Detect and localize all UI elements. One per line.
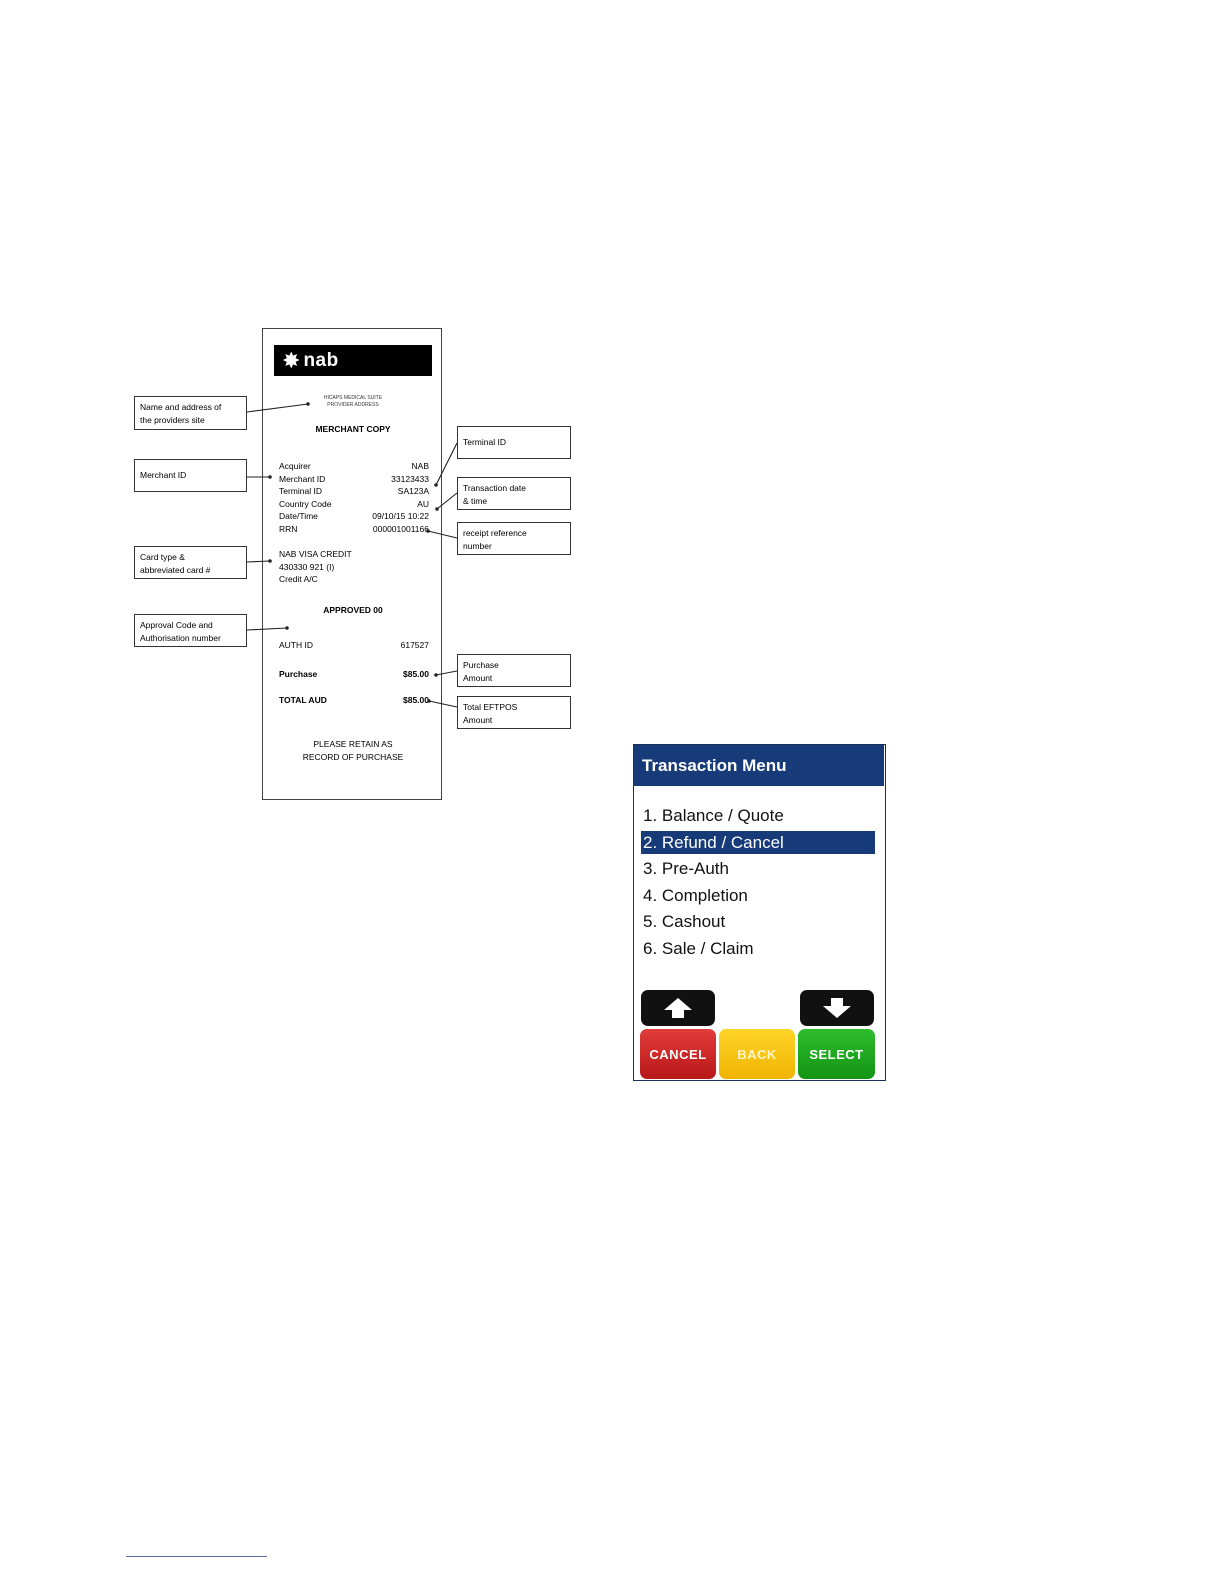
menu-item-sale-claim[interactable]: 6. Sale / Claim bbox=[643, 939, 754, 958]
row-label: Date/Time bbox=[279, 511, 318, 521]
back-button[interactable]: BACK bbox=[719, 1029, 795, 1079]
menu-item-pre-auth[interactable]: 3. Pre-Auth bbox=[643, 859, 729, 878]
row-value: 000001001166 bbox=[372, 523, 429, 534]
callout-text: abbreviated card # bbox=[140, 564, 211, 575]
connector-provider bbox=[247, 404, 308, 412]
connector-card bbox=[247, 561, 270, 562]
callout-text: & time bbox=[463, 495, 488, 506]
menu-item-balance-quote[interactable]: 1. Balance / Quote bbox=[643, 806, 784, 825]
connector-total bbox=[429, 701, 457, 707]
footer-line: RECORD OF PURCHASE bbox=[302, 751, 404, 762]
row-value: 09/10/15 10:22 bbox=[372, 511, 429, 521]
connector-purchase bbox=[436, 671, 457, 675]
select-button[interactable]: SELECT bbox=[798, 1029, 875, 1079]
card-number: 430330 921 (I) bbox=[279, 561, 335, 572]
connector-terminal-id bbox=[436, 443, 457, 485]
down-button[interactable] bbox=[800, 990, 874, 1026]
callout-text: the providers site bbox=[140, 414, 205, 425]
footer-line: PLEASE RETAIN AS bbox=[313, 739, 393, 749]
callout-text: Amount bbox=[463, 672, 493, 683]
row-label: Merchant ID bbox=[279, 473, 326, 484]
menu-item-cashout[interactable]: 5. Cashout bbox=[643, 912, 726, 931]
row-label: Acquirer bbox=[279, 461, 311, 471]
row-value: AU bbox=[417, 498, 429, 509]
row-value: NAB bbox=[411, 461, 429, 471]
merchant-copy-label: MERCHANT COPY bbox=[315, 424, 391, 434]
connector-rrn bbox=[428, 531, 457, 538]
callout-text: receipt reference bbox=[463, 528, 527, 538]
auth-value: 617527 bbox=[400, 640, 429, 650]
nab-logo-text: nab bbox=[303, 349, 339, 371]
row-value: SA123A bbox=[397, 486, 429, 496]
callout-text: Card type & bbox=[140, 552, 185, 562]
callout-text: Name and address of bbox=[140, 402, 222, 412]
callout-text: Merchant ID bbox=[140, 470, 187, 480]
menu-item-completion[interactable]: 4. Completion bbox=[643, 886, 748, 905]
connector-approval bbox=[247, 628, 287, 630]
auth-label: AUTH ID bbox=[279, 640, 313, 650]
cancel-button[interactable]: CANCEL bbox=[640, 1029, 716, 1079]
callout-text: Total EFTPOS bbox=[463, 702, 518, 712]
row-label: RRN bbox=[279, 523, 298, 534]
approval-status: APPROVED 00 bbox=[323, 605, 383, 615]
nab-star-icon: ✸ bbox=[282, 347, 301, 373]
row-label: Terminal ID bbox=[279, 486, 322, 496]
total-value: $85.00 bbox=[403, 695, 429, 705]
provider-address: PROVIDER ADDRESS bbox=[327, 402, 379, 408]
menu-item-refund-cancel[interactable]: 2. Refund / Cancel bbox=[641, 831, 875, 854]
callout-text: Approval Code and bbox=[140, 620, 213, 630]
arrow-up-icon bbox=[663, 996, 693, 1020]
connector-datetime bbox=[437, 493, 457, 509]
purchase-label: Purchase bbox=[279, 669, 318, 679]
transaction-menu-title: Transaction Menu bbox=[634, 745, 884, 786]
row-value: 33123433 bbox=[391, 473, 429, 484]
footnote-separator bbox=[126, 1556, 267, 1557]
purchase-value: $85.00 bbox=[403, 669, 429, 679]
provider-name: HICAPS MEDICAL SUITE bbox=[323, 395, 383, 401]
row-label: Country Code bbox=[279, 498, 332, 509]
callout-text: Terminal ID bbox=[463, 437, 506, 447]
total-label: TOTAL AUD bbox=[279, 695, 327, 705]
callout-text: Purchase bbox=[463, 660, 499, 670]
up-button[interactable] bbox=[641, 990, 715, 1026]
card-type: NAB VISA CREDIT bbox=[279, 549, 352, 559]
callout-text: Transaction date bbox=[463, 483, 526, 493]
callout-text: Authorisation number bbox=[140, 632, 221, 643]
callout-text: number bbox=[463, 540, 492, 551]
arrow-down-icon bbox=[822, 996, 852, 1020]
terminal-screen bbox=[633, 744, 886, 1081]
callout-text: Amount bbox=[463, 714, 493, 725]
account-type: Credit A/C bbox=[279, 574, 318, 584]
